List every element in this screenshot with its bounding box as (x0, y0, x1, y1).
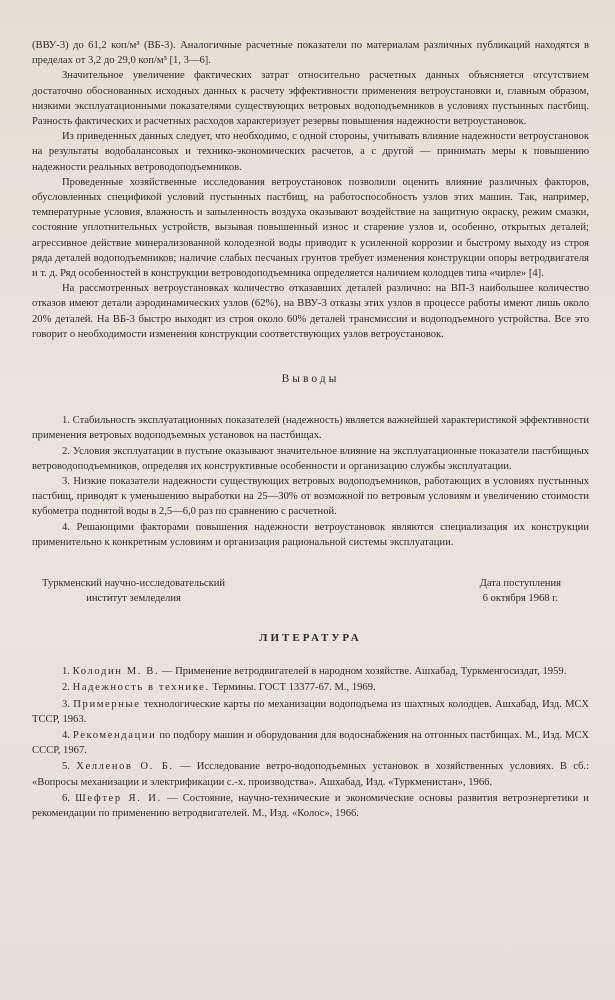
literature-heading: ЛИТЕРАТУРА (259, 632, 362, 645)
reference-author: Шефтер Я. И. (75, 792, 162, 804)
reference-list (32, 664, 589, 821)
reference-number: 3. (62, 698, 70, 710)
conclusions-list (32, 413, 589, 550)
reference-text: — Состояние, научно-технические и экономические основы развития ветроэнергетики и рекомендации по применению ветродвигателей. М., Изд. «Колос», 1966. (32, 792, 589, 819)
paragraph: Значительное увеличение фактических затрат относительно расчетных данных объясняется отсутствием достаточно обоснованных исходных данных к расчету эффективности применения ветроустановки и, главным образом, низкими эксплуатационными показателями существующих ветровых водоподъемников в условиях пустынных пастбищ. Разность фактических и расчетных расходов характеризует резервы повышения надежности ветроустановок. (32, 70, 589, 128)
reference-author: Надежность в технике. (72, 682, 210, 694)
reference-item (32, 680, 589, 695)
reference-number: 2. (62, 682, 70, 694)
reference-number: 1. (62, 666, 70, 678)
reference-author: Примерные (73, 698, 141, 710)
conclusion-item: 4. Решающими факторами повышения надежности ветроустановок являются специализация их конструкции применительно к конкретным условиям и организация рациональной системы эксплуатации. (32, 521, 589, 548)
reference-text: по подбору машин и оборудования для водоснабжения на отгонных пастбищах. М., Изд. МСХ СССР, 1967. (32, 729, 589, 757)
conclusion-item: 2. Условия эксплуатации в пустыне оказывают значительное влияние на эксплуатационные показатели пастбищных ветроводоподъемников, определяя их конструктивные особенности и организацию службы эксплуатации. (32, 445, 589, 472)
reference-author: Хелленов О. Б. (76, 761, 174, 773)
affiliation-block (32, 576, 589, 606)
reference-text: — Исследование ветро-водоподъемных установок в хозяйственных условиях. В сб.: «Вопросы механизации и электрификации с.-х. производства». Ашхабад, Изд. «Туркменистан», 1966. (32, 761, 590, 788)
reference-text: технологические карты по механизации водоподъема из шахтных колодцев. Ашхабад, Изд. МСХ ТССР, 1963. (32, 698, 589, 725)
reference-item (32, 697, 589, 727)
institute-line: институт земледелия (86, 593, 181, 605)
conclusion-item: 3. Низкие показатели надежности существующих ветровых водоподъемников, работающих в условиях пустынных пастбищ, приводят к уменьшению выработки на 25—30% от возможной по ветровым условиям и увеличению стоимости кубометра поднятой воды в 2,5—6,0 раз по сравнению с расчетной. (32, 476, 589, 518)
reference-item (32, 759, 589, 789)
paragraph: (ВВУ-3) до 61,2 коп/м³ (ВБ-3). Аналогичные расчетные показатели по материалам различных публикаций находятся в пределах от 3,2 до 29,0 коп/м³ [1, 3—6]. (32, 40, 589, 67)
reference-number: 4. (62, 729, 70, 741)
received-value: 6 октября 1968 г. (482, 593, 559, 605)
institute-line: Туркменский научно-исследовательский (42, 578, 226, 590)
reference-number: 6. (62, 792, 70, 804)
conclusion-item: 1. Стабильность эксплуатационных показателей (надежность) является важнейшей характеристикой эффективности применения ветровых водоподъемных установок на пастбищах. (32, 415, 589, 442)
paragraph: Из приведенных данных следует, что необходимо, с одной стороны, учитывать влияние надежности ветроустановок на результаты водобалансовых и технико-экономических расчетов, а с другой — принимать меры к повышению надежности реальных ветроводоподъемников. (32, 131, 589, 173)
paragraph: Проведенные хозяйственные исследования ветроустановок позволили оценить влияние различных факторов, обусловленных спецификой условий пустынных пастбищ, на работоспособность узлов этих машин. Так, например, температурные условия, влажность и запыленность воздуха оказывают воздействие на защитную окраску, режим смазки, состояние уплотнительных устройств, вызывая повышенный износ и старение узлов и, особенно, открытых деталей; агрессивное действие минерализованной колодезной воды приводит к усиленной коррозии и быстрому выходу из строя ряда деталей водоподъемников; наличие слабых песчаных грунтов требует изменения конструкции опоры ветродвигателя и т. д. Ряд особенностей в конструкции ветроводоподъемника определяется наличием колодцев типа «чирле» [4]. (32, 176, 589, 280)
conclusions-heading: Выводы (281, 373, 340, 386)
reference-item (32, 728, 589, 758)
reference-text: Термины. ГОСТ 13377-67. М., 1969. (209, 682, 376, 694)
reference-item (32, 664, 589, 679)
reference-text: — Применение ветродвигателей в народном хозяйстве. Ашхабад, Туркменгосиздат, 1959. (159, 666, 567, 678)
reference-number: 5. (62, 761, 70, 773)
reference-item (32, 791, 589, 821)
article-body (32, 38, 589, 550)
received-date (480, 576, 589, 606)
reference-author: Колодин М. В. (72, 666, 160, 678)
received-label: Дата поступления (479, 578, 561, 590)
institute (32, 576, 225, 606)
paragraph: На рассмотренных ветроустановках количество отказавших деталей различно: на ВП-3 наибольшее количество отказов имеют детали аэродинамических узлов (62%), на ВВУ-3 отказы этих узлов в процессе работы имеют лишь около 20% деталей. На ВБ-3 быстро выходят из строя около 60% деталей трансмиссии и водоподъемного устройства. Все это говорит о необходимости изменения конструкции соответствующих узлов ветроустановок. (32, 283, 589, 340)
reference-author: Рекомендации (72, 729, 157, 741)
